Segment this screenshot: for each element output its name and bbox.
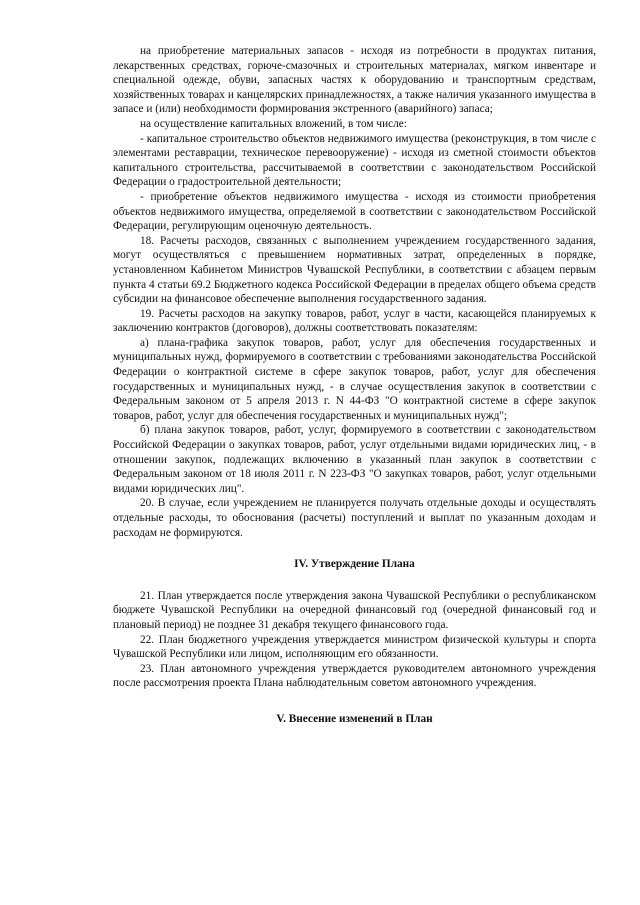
paragraph-capital-construction: - капитальное строительство объектов недвижимого имущества (реконструкция, в том числе с элементами реставрации, техническое перевооружение) - исходя из сметной стоимости объектов капитального строительства, рассчитываемой в соответствии с законодательством Российской Федерации о градостроительной деятельности; <box>113 132 596 189</box>
section-heading-amendments: V. Внесение изменений в План <box>276 712 433 725</box>
paragraph-item-22: 22. План бюджетного учреждения утверждается министром физической культуры и спорта Чувашской Республики или лицом, исполняющим его обязанности. <box>113 633 596 661</box>
paragraph-item-19: 19. Расчеты расходов на закупку товаров, работ, услуг в части, касающейся планируемых к заключению контрактов (договоров), должны соответствовать показателям: <box>113 307 596 335</box>
paragraph-item-23: 23. План автономного учреждения утверждается руководителем автономного учреждения после рассмотрения проекта Плана наблюдательным советом автономного учреждения. <box>113 662 596 690</box>
paragraph-item-21: 21. План утверждается после утверждения закона Чувашской Республики о республиканском бюджете Чувашской Республики на очередной финансовый год (очередной финансовый год и плановый период) не позднее 31 декабря текущего финансового года. <box>113 589 596 631</box>
paragraph-item-18: 18. Расчеты расходов, связанных с выполнением учреждением государственного задания, могут осуществляться с превышением нормативных затрат, определенных в порядке, установленном Кабинетом Министров Чувашской Республики, в соответствии с абзацем первым пункта 4 статьи 69.2 Бюджетного кодекса Российской Федерации в пределах общего объема средств субсидии на финансовое обеспечение выполнения государственного задания. <box>113 234 596 306</box>
section-heading-approval: IV. Утверждение Плана <box>294 558 415 571</box>
paragraph-capital-investments: на осуществление капитальных вложений, в том числе: <box>140 117 407 130</box>
paragraph-item-20: 20. В случае, если учреждением не планируется получать отдельные доходы и осуществлять отдельные расходы, то обоснования (расчеты) поступлений и выплат по указанным доходам и расходам не формируются. <box>113 497 596 539</box>
paragraph-item-19-b: б) плана закупок товаров, работ, услуг, формируемого в соответствии с законодательством Российской Федерации о закупках товаров, работ, услуг отдельными видами юридических лиц, - в отношении закупок, подлежащих включению в указанный план закупок в соответствии с Федеральным законом от 18 июля 2011 г. N 223-ФЗ "О закупках товаров, работ, услуг отдельными видами юридических лиц". <box>113 424 596 495</box>
paragraph-property-acquisition: - приобретение объектов недвижимого имущества - исходя из стоимости приобретения объектов недвижимого имущества, определяемой в соответствии с законодательством Российской Федерации, регулирующим оценочную деятельность. <box>113 190 596 233</box>
paragraph-material-reserves: на приобретение материальных запасов - исходя из потребности в продуктах питания, лекарственных средствах, горюче-смазочных и строительных материалах, мягком инвентаре и специальной одежде, обуви, запасных частях к оборудованию и транспортным средствам, хозяйственных товарах и канцелярских принадлежностях, а также наличия указанного имущества в запасе и (или) необходимости формирования экстренного (аварийного) запаса; <box>113 45 596 116</box>
paragraph-item-19-a: а) плана-графика закупок товаров, работ, услуг для обеспечения государственных и муниципальных нужд, формируемого в соответствии с требованиями законодательства Российской Федерации о контрактной системе в сфере закупок товаров, работ, услуг для обеспечения государственных и муниципальных нужд, - в случае осуществления закупок в соответствии с Федеральным законом от 5 апреля 2013 г. N 44-ФЗ "О контрактной системе в сфере закупок товаров, работ, услуг для обеспечения государственных и муниципальных нужд"; <box>113 336 596 422</box>
document-page <box>113 44 596 727</box>
